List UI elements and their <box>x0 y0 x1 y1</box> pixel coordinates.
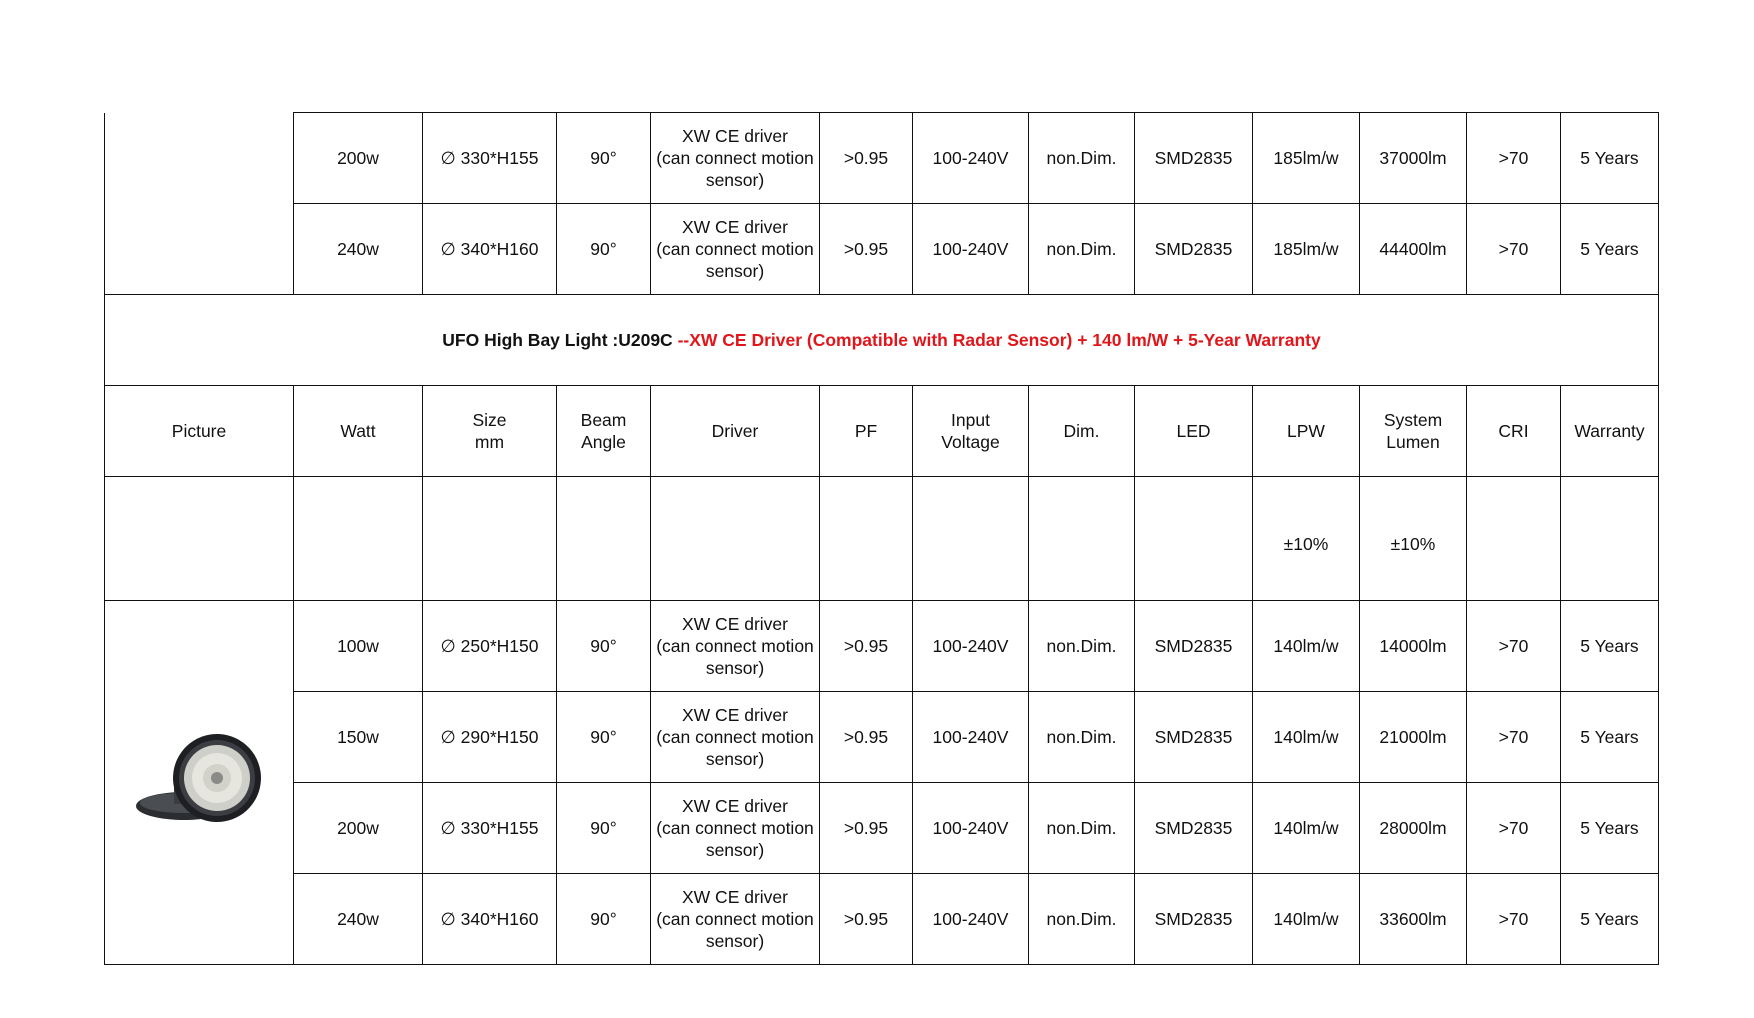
lpw-cell: 185lm/w <box>1253 113 1360 204</box>
lpw-cell: 140lm/w <box>1253 601 1360 692</box>
warranty-cell: 5 Years <box>1561 692 1659 783</box>
driver-cell <box>651 874 820 965</box>
pf-cell: >0.95 <box>820 783 913 874</box>
driver-line: (can connect motion <box>656 148 814 168</box>
header-size <box>423 386 557 477</box>
warranty-cell: 5 Years <box>1561 601 1659 692</box>
header-voltage-line: Voltage <box>941 432 1000 452</box>
section-title-model: UFO High Bay Light :U209C <box>442 330 673 350</box>
table-row <box>105 204 1659 295</box>
header-row <box>105 386 1659 477</box>
empty-cell <box>820 477 913 601</box>
driver-line: sensor) <box>705 261 765 281</box>
beam-cell: 90° <box>557 601 651 692</box>
table-row <box>105 874 1659 965</box>
cri-cell: >70 <box>1467 113 1561 204</box>
section-title-row <box>105 295 1659 386</box>
empty-cell <box>1029 477 1135 601</box>
size-cell: ∅ 330*H155 <box>423 113 557 204</box>
lumen-cell: 14000lm <box>1360 601 1467 692</box>
dim-cell: non.Dim. <box>1029 601 1135 692</box>
voltage-cell: 100-240V <box>913 113 1029 204</box>
table-row <box>105 113 1659 204</box>
driver-line: (can connect motion <box>656 239 814 259</box>
header-lpw: LPW <box>1253 386 1360 477</box>
dim-cell: non.Dim. <box>1029 204 1135 295</box>
lpw-tolerance: ±10% <box>1253 477 1360 601</box>
driver-line: XW CE driver <box>682 126 788 146</box>
empty-cell <box>294 477 423 601</box>
section-title <box>105 295 1659 386</box>
empty-cell <box>1561 477 1659 601</box>
header-size-line: mm <box>474 432 505 452</box>
header-lumen <box>1360 386 1467 477</box>
driver-cell <box>651 783 820 874</box>
header-picture: Picture <box>105 386 294 477</box>
cri-cell: >70 <box>1467 783 1561 874</box>
cri-cell: >70 <box>1467 204 1561 295</box>
lumen-tolerance: ±10% <box>1360 477 1467 601</box>
lumen-cell: 28000lm <box>1360 783 1467 874</box>
header-voltage-line: Input <box>951 410 990 430</box>
header-dim: Dim. <box>1029 386 1135 477</box>
beam-cell: 90° <box>557 783 651 874</box>
beam-cell: 90° <box>557 692 651 783</box>
empty-cell <box>1467 477 1561 601</box>
watt-cell: 100w <box>294 601 423 692</box>
header-beam <box>557 386 651 477</box>
driver-line: sensor) <box>705 170 765 190</box>
header-voltage <box>913 386 1029 477</box>
cri-cell: >70 <box>1467 692 1561 783</box>
warranty-cell: 5 Years <box>1561 204 1659 295</box>
pf-cell: >0.95 <box>820 601 913 692</box>
watt-cell: 200w <box>294 113 423 204</box>
header-beam-line: Beam <box>580 410 627 430</box>
led-cell: SMD2835 <box>1135 113 1253 204</box>
picture-cell-empty <box>105 113 294 295</box>
lumen-cell: 37000lm <box>1360 113 1467 204</box>
pf-cell: >0.95 <box>820 692 913 783</box>
ufo-high-bay-light-icon <box>129 728 269 838</box>
voltage-cell: 100-240V <box>913 874 1029 965</box>
pf-cell: >0.95 <box>820 113 913 204</box>
voltage-cell: 100-240V <box>913 692 1029 783</box>
driver-line: (can connect motion <box>656 909 814 929</box>
driver-line: sensor) <box>705 749 765 769</box>
size-cell: ∅ 340*H160 <box>423 204 557 295</box>
driver-line: sensor) <box>705 840 765 860</box>
warranty-cell: 5 Years <box>1561 874 1659 965</box>
led-cell: SMD2835 <box>1135 692 1253 783</box>
lumen-cell: 44400lm <box>1360 204 1467 295</box>
dim-cell: non.Dim. <box>1029 113 1135 204</box>
header-watt: Watt <box>294 386 423 477</box>
voltage-cell: 100-240V <box>913 601 1029 692</box>
led-cell: SMD2835 <box>1135 601 1253 692</box>
watt-cell: 150w <box>294 692 423 783</box>
section-title-highlight: --XW CE Driver (Compatible with Radar Sensor) + 140 lm/W + 5-Year Warranty <box>677 330 1321 350</box>
driver-line: sensor) <box>705 658 765 678</box>
header-lumen-line: Lumen <box>1386 432 1440 452</box>
dim-cell: non.Dim. <box>1029 874 1135 965</box>
led-cell: SMD2835 <box>1135 783 1253 874</box>
driver-cell <box>651 692 820 783</box>
watt-cell: 200w <box>294 783 423 874</box>
lpw-cell: 140lm/w <box>1253 783 1360 874</box>
size-cell: ∅ 290*H150 <box>423 692 557 783</box>
lpw-cell: 140lm/w <box>1253 692 1360 783</box>
cri-cell: >70 <box>1467 874 1561 965</box>
voltage-cell: 100-240V <box>913 783 1029 874</box>
led-cell: SMD2835 <box>1135 874 1253 965</box>
driver-line: (can connect motion <box>656 727 814 747</box>
empty-cell <box>651 477 820 601</box>
lpw-cell: 140lm/w <box>1253 874 1360 965</box>
header-cri: CRI <box>1467 386 1561 477</box>
size-cell: ∅ 330*H155 <box>423 783 557 874</box>
lpw-cell: 185lm/w <box>1253 204 1360 295</box>
tolerance-row <box>105 477 1659 601</box>
warranty-cell: 5 Years <box>1561 113 1659 204</box>
lumen-cell: 33600lm <box>1360 874 1467 965</box>
driver-line: (can connect motion <box>656 636 814 656</box>
empty-cell <box>913 477 1029 601</box>
cri-cell: >70 <box>1467 601 1561 692</box>
watt-cell: 240w <box>294 874 423 965</box>
driver-line: sensor) <box>705 931 765 951</box>
size-cell: ∅ 250*H150 <box>423 601 557 692</box>
voltage-cell: 100-240V <box>913 204 1029 295</box>
picture-cell <box>105 601 294 965</box>
driver-line: XW CE driver <box>682 614 788 634</box>
driver-line: XW CE driver <box>682 217 788 237</box>
driver-line: XW CE driver <box>682 887 788 907</box>
header-led: LED <box>1135 386 1253 477</box>
driver-cell <box>651 204 820 295</box>
header-size-line: Size <box>472 410 507 430</box>
header-beam-line: Angle <box>581 432 626 452</box>
size-cell: ∅ 340*H160 <box>423 874 557 965</box>
header-pf: PF <box>820 386 913 477</box>
driver-line: (can connect motion <box>656 818 814 838</box>
table-row <box>105 692 1659 783</box>
table-row <box>105 783 1659 874</box>
warranty-cell: 5 Years <box>1561 783 1659 874</box>
lumen-cell: 21000lm <box>1360 692 1467 783</box>
empty-cell <box>423 477 557 601</box>
pf-cell: >0.95 <box>820 874 913 965</box>
led-cell: SMD2835 <box>1135 204 1253 295</box>
empty-cell <box>557 477 651 601</box>
watt-cell: 240w <box>294 204 423 295</box>
dim-cell: non.Dim. <box>1029 692 1135 783</box>
pf-cell: >0.95 <box>820 204 913 295</box>
spec-table <box>104 112 1659 965</box>
beam-cell: 90° <box>557 874 651 965</box>
header-lumen-line: System <box>1383 410 1443 430</box>
beam-cell: 90° <box>557 204 651 295</box>
header-driver: Driver <box>651 386 820 477</box>
empty-cell <box>1135 477 1253 601</box>
header-warranty: Warranty <box>1561 386 1659 477</box>
driver-line: XW CE driver <box>682 796 788 816</box>
driver-line: XW CE driver <box>682 705 788 725</box>
empty-cell <box>105 477 294 601</box>
driver-cell <box>651 113 820 204</box>
table-row <box>105 601 1659 692</box>
dim-cell: non.Dim. <box>1029 783 1135 874</box>
driver-cell <box>651 601 820 692</box>
beam-cell: 90° <box>557 113 651 204</box>
